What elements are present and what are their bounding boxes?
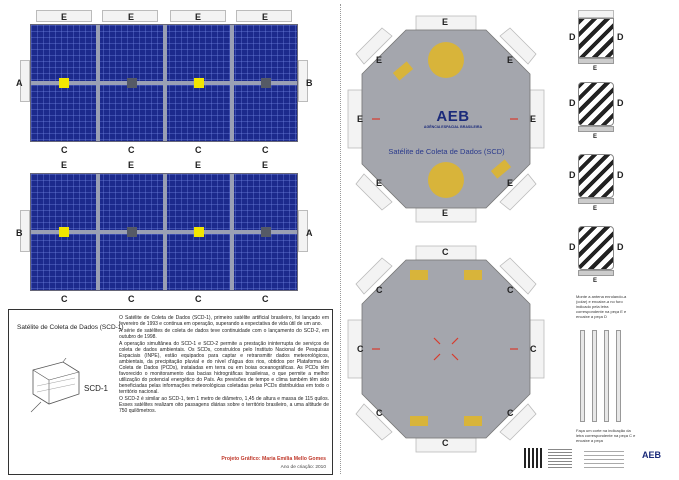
info-paragraph: A operação simultânea do SCD-1 e SCD-2 permite a prestação ininterrupta de serviços de coleta de dados ambientais. Os SCDs, construídos pelo Instituto Nacional de Pesquisas Espaciais (INPE), estão equipados para captar e retransmitir dados meteorológicos, ambientais, da precipitação pluvial e do nível d'água dos rios, obtidos por Plataforma de Coleta de Dados (PCDs), instaladas em terra ou em boias oceanográficas. As PCDs têm favorecido o monitoramento das bacias hidrográficas brasileiras, o que permite a melhor utilização do potencial energético do País. As previsões de tempo e clima também têm sido beneficiadas pelas informações meteorológicas coletadas pelas PCDs distribuídas em todo o território nacional. — [119, 341, 329, 395]
d-piece-base — [578, 198, 614, 204]
label-e: E — [376, 55, 383, 65]
label-e: E — [442, 208, 449, 218]
satellite-label: SCD-1 — [84, 384, 109, 393]
d-piece-1 — [578, 18, 614, 58]
label-e: E — [593, 134, 598, 140]
info-paragraph: O SCD-2 é similar ao SCD-1, tem 1 metro de diâmetro, 1,45 de altura e massa de 115 quilos. Esses satélites realizam oito passagens diárias sobre o território brasileiro, a uma altitude de 750 quilômetros. — [119, 396, 329, 414]
panel-strut — [230, 174, 234, 291]
label-c: C — [507, 285, 514, 295]
d-piece-base — [578, 270, 614, 276]
label-c: C — [61, 145, 68, 155]
label-e: E — [507, 178, 514, 188]
d-piece-3 — [578, 154, 614, 198]
design-credit: Projeto Gráfico: Maria Emília Mello Gomes — [221, 456, 326, 462]
label-e: E — [262, 160, 269, 170]
label-e: E — [128, 160, 135, 170]
label-c: C — [128, 294, 135, 304]
aeb-logo-subtitle: AGÊNCIA ESPACIAL BRASILEIRA — [423, 125, 483, 129]
panel-strut — [96, 174, 100, 291]
gray-marker — [127, 78, 137, 88]
label-c: C — [376, 285, 383, 295]
label-b: B — [306, 78, 313, 88]
d-piece-2 — [578, 82, 614, 126]
gray-marker — [261, 227, 271, 237]
label-d: D — [569, 170, 576, 180]
panel-strut — [230, 25, 234, 142]
label-d: D — [569, 242, 576, 252]
d-piece-tab — [578, 10, 614, 18]
label-d: D — [569, 32, 576, 42]
label-c: C — [262, 294, 269, 304]
label-c: C — [442, 438, 449, 448]
antenna-strip — [604, 330, 609, 422]
label-e: E — [593, 278, 598, 284]
label-c: C — [507, 408, 514, 418]
label-c: C — [530, 344, 537, 354]
label-e: E — [61, 160, 68, 170]
info-title: Satélite de Coleta de Dados (SCD-1) — [17, 324, 124, 331]
label-c: C — [195, 145, 202, 155]
label-c: C — [61, 294, 68, 304]
yellow-marker — [194, 78, 204, 88]
d-piece-4 — [578, 226, 614, 270]
label-e: E — [195, 12, 202, 22]
label-c: C — [357, 344, 364, 354]
label-e: E — [195, 160, 202, 170]
label-e: E — [128, 12, 135, 22]
footer-links — [584, 448, 624, 468]
label-e: E — [507, 55, 514, 65]
qr-code — [524, 448, 544, 468]
gray-marker — [261, 78, 271, 88]
label-e: E — [357, 114, 364, 124]
label-e: E — [61, 12, 68, 22]
info-paragraph: A série de satélites de coleta de dados teve continuidade com o lançamento do SCD-2, em outubro de 1998. — [119, 328, 329, 340]
solar-panel-top — [30, 24, 298, 142]
label-e: E — [376, 178, 383, 188]
yellow-marker — [59, 227, 69, 237]
label-c: C — [442, 247, 449, 257]
label-e: E — [442, 17, 449, 27]
label-e: E — [262, 12, 269, 22]
cut-instructions: Faça um corte na indicação da letra correspondente na peça C e encaixe a peça — [576, 428, 636, 443]
label-c: C — [195, 294, 202, 304]
label-d: D — [617, 242, 624, 252]
panel-strut — [163, 25, 167, 142]
antenna-instructions: Monte a antena enrolando-a (colar) e encaixe-a no furo indicado pela letra correspondente na peça E e encaixe a peça D — [576, 294, 627, 319]
solar-panel-bottom — [30, 173, 298, 291]
label-a: A — [306, 228, 313, 238]
antenna-strip — [592, 330, 597, 422]
label-e: E — [593, 206, 598, 212]
info-body — [119, 315, 329, 415]
yellow-marker — [59, 78, 69, 88]
d-piece-base — [578, 126, 614, 132]
yellow-marker — [194, 227, 204, 237]
label-c: C — [128, 145, 135, 155]
label-a: A — [16, 78, 23, 88]
panel-strut — [163, 174, 167, 291]
label-b: B — [16, 228, 23, 238]
creation-year: Ano de criação: 2010 — [280, 465, 326, 470]
label-e: E — [593, 66, 598, 72]
bottom-octagon — [346, 244, 546, 454]
label-d: D — [617, 170, 624, 180]
label-d: D — [617, 32, 624, 42]
footer-aeb-logo: AEB — [642, 450, 662, 460]
aeb-logo-text: AEB — [436, 108, 470, 125]
label-e: E — [530, 114, 537, 124]
fold-divider — [340, 4, 341, 474]
label-c: C — [262, 145, 269, 155]
info-box — [8, 309, 333, 475]
label-d: D — [617, 98, 624, 108]
footer-address — [548, 448, 572, 468]
satellite-sketch — [23, 358, 85, 414]
octagon-caption: Satélite de Coleta de Dados (SCD) — [388, 147, 505, 156]
label-c: C — [376, 408, 383, 418]
panel-strut — [96, 25, 100, 142]
antenna-strip — [580, 330, 585, 422]
info-paragraph: O Satélite de Coleta de Dados (SCD-1), primeiro satélite artificial brasileiro, foi lançado em fevereiro de 1993 e continua em operação, superando a expectativa de vida útil de um ano. — [119, 315, 329, 327]
antenna-strip — [616, 330, 621, 422]
d-piece-base — [578, 58, 614, 64]
aeb-logo — [418, 108, 488, 129]
gray-marker — [127, 227, 137, 237]
label-d: D — [569, 98, 576, 108]
